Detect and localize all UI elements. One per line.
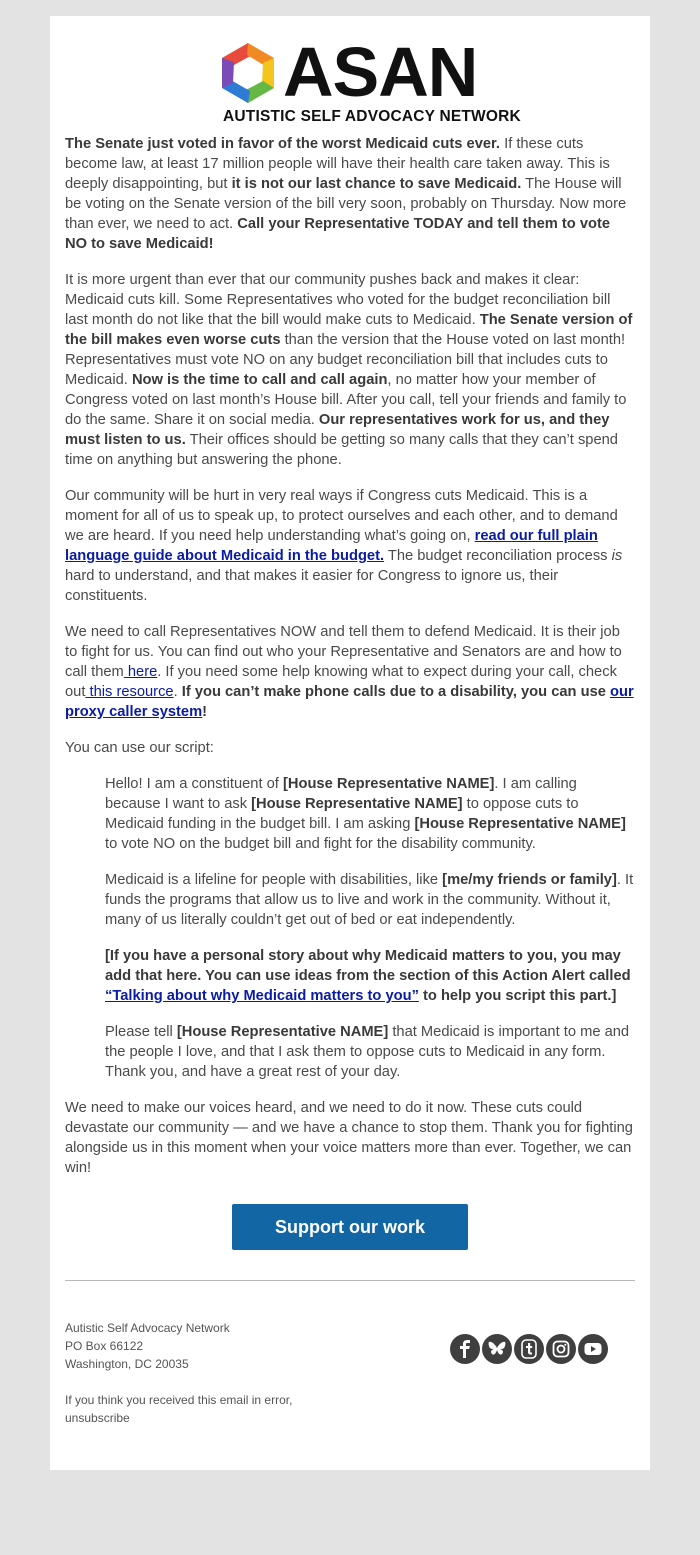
talking-about-medicaid-link[interactable]: “Talking about why Medicaid matters to you” <box>105 988 419 1004</box>
call-to-action-text: Call your Representative TODAY and tell them to vote NO to save Medicaid! <box>65 216 611 252</box>
paragraph-script-intro: You can use our script: <box>65 740 214 756</box>
support-our-work-button[interactable]: Support our work <box>232 1204 468 1250</box>
address-block <box>65 1319 230 1373</box>
text: Their offices should be getting so many calls that they can’t spend time on anything but answering the phone. <box>65 432 618 468</box>
script-paragraph-3 <box>105 946 635 1006</box>
text: We need to call Representatives NOW and tell them to defend Medicaid. It is their job to fight for us. You can find out who your Representative and Senators are and how to call them <box>65 624 622 680</box>
text: If these cuts become law, at least 17 million people will have their health care taken away. This is deeply disappointing, but <box>65 136 610 192</box>
plain-language-guide-link[interactable]: read our full plain language guide about Medicaid in the budget. <box>65 528 598 564</box>
facebook-icon[interactable] <box>450 1334 480 1364</box>
bold-text: [If you have a personal story about why Medicaid matters to you, you may add that here. You can use ideas from the section of this Action Alert called <box>105 948 631 984</box>
text: to oppose cuts to Medicaid funding in the budget bill. I am asking <box>105 796 579 832</box>
placeholder-text: [me/my friends or family] <box>442 872 617 888</box>
text: to vote NO on the budget bill and fight for the disability community. <box>105 836 536 852</box>
footer <box>65 1289 635 1439</box>
script-paragraph-1 <box>105 774 635 854</box>
text: that Medicaid is important to me and the people I love, and that I ask them to oppose cuts to Medicaid in any form. Thank you, and have a great rest of your day. <box>105 1024 630 1080</box>
error-notice: If you think you received this email in error, <box>65 1393 293 1407</box>
logo-subtitle: AUTISTIC SELF ADVOCACY NETWORK <box>223 108 521 125</box>
paragraph-community <box>65 486 635 606</box>
unsubscribe-block <box>65 1391 292 1427</box>
social-links <box>450 1334 608 1364</box>
text: . <box>173 684 182 700</box>
instagram-icon[interactable] <box>546 1334 576 1364</box>
italic-text: is <box>611 548 623 564</box>
asan-logo[interactable] <box>65 16 635 134</box>
org-name: Autistic Self Advocacy Network <box>65 1321 230 1335</box>
tumblr-icon[interactable] <box>514 1334 544 1364</box>
bluesky-icon[interactable] <box>482 1334 512 1364</box>
paragraph-urgent <box>65 270 635 470</box>
text: Hello! I am a constituent of <box>105 776 283 792</box>
button-container <box>65 1204 635 1250</box>
call-resource-link[interactable]: this resource <box>85 684 174 700</box>
bold-text: If you can’t make phone calls due to a disability, you can use <box>181 684 610 700</box>
unsubscribe-link[interactable]: unsubscribe <box>65 1411 130 1425</box>
paragraph-intro <box>65 134 635 254</box>
paragraph-call <box>65 622 635 722</box>
bold-text: The Senate version of the bill makes even worse cuts <box>65 312 633 348</box>
text: . I am calling because I want to ask <box>105 776 577 812</box>
text: , no matter how your member of Congress voted on last month’s House bill. After you call, tell your friends and family to do the same. Share it on social media. <box>65 372 627 428</box>
intro-bold: The Senate just voted in favor of the worst Medicaid cuts ever. <box>65 136 501 152</box>
email-card <box>50 16 650 1470</box>
youtube-icon[interactable] <box>578 1334 608 1364</box>
text: . If you need some help knowing what to expect during your call, check out <box>65 664 617 700</box>
footer-divider <box>65 1280 635 1281</box>
text: hard to understand, and that makes it easier for Congress to ignore us, their constituents. <box>65 568 559 604</box>
call-script <box>65 774 635 1082</box>
script-paragraph-2 <box>105 870 635 930</box>
text: It is more urgent than ever that our community pushes back and makes it clear: Medicaid cuts kill. Some Representatives who voted for the budget reconciliation bill last month do not like that the bill would make cuts to Medicaid. <box>65 272 611 328</box>
po-box: PO Box 66122 <box>65 1339 144 1353</box>
bold-text: to help you script this part.] <box>418 988 617 1004</box>
email-body <box>65 134 635 1178</box>
text: . It funds the programs that allow us to live and work in the community. Without it, many of us literally couldn’t get out of bed or eat independently. <box>105 872 634 928</box>
paragraph-closing: We need to make our voices heard, and we need to do it now. These cuts could devastate our community — and we have a chance to stop them. Thank you for fighting alongside us in this moment when your voice matters more than ever. Together, we can win! <box>65 1100 633 1176</box>
placeholder-text: [House Representative NAME] <box>176 1024 389 1040</box>
bold-text: ! <box>202 704 208 720</box>
city-line: Washington, DC 20035 <box>65 1357 189 1371</box>
asan-logo-mark-icon <box>215 40 281 106</box>
bold-text: Our representatives work for us, and they must listen to us. <box>65 412 610 448</box>
placeholder-text: [House Representative NAME] <box>251 796 463 812</box>
placeholder-text: [House Representative NAME] <box>414 816 626 832</box>
script-paragraph-4 <box>105 1022 635 1082</box>
proxy-caller-link[interactable]: our proxy caller system <box>65 684 634 720</box>
bold-text: it is not our last chance to save Medicaid. <box>231 176 522 192</box>
find-representative-link[interactable]: here <box>123 664 158 680</box>
bold-text: Now is the time to call and call again <box>131 372 388 388</box>
logo-wordmark: ASAN <box>283 33 478 111</box>
text: Please tell <box>105 1024 177 1040</box>
text: Medicaid is a lifeline for people with disabilities, like <box>105 872 443 888</box>
text: The House will be voting on the Senate version of the bill very soon, probably on Thursday. Now more than ever, we need to act. <box>65 176 627 232</box>
text: The budget reconciliation process <box>384 548 612 564</box>
text: than the version that the House voted on last month! Representatives must vote NO on any budget reconciliation bill that includes cuts to Medicaid. <box>65 332 626 388</box>
text: Our community will be hurt in very real ways if Congress cuts Medicaid. This is a moment for all of us to speak up, to protect ourselves and each other, and to demand we are heard. If you need help understanding what’s going on, <box>65 488 618 544</box>
placeholder-text: [House Representative NAME] <box>282 776 495 792</box>
